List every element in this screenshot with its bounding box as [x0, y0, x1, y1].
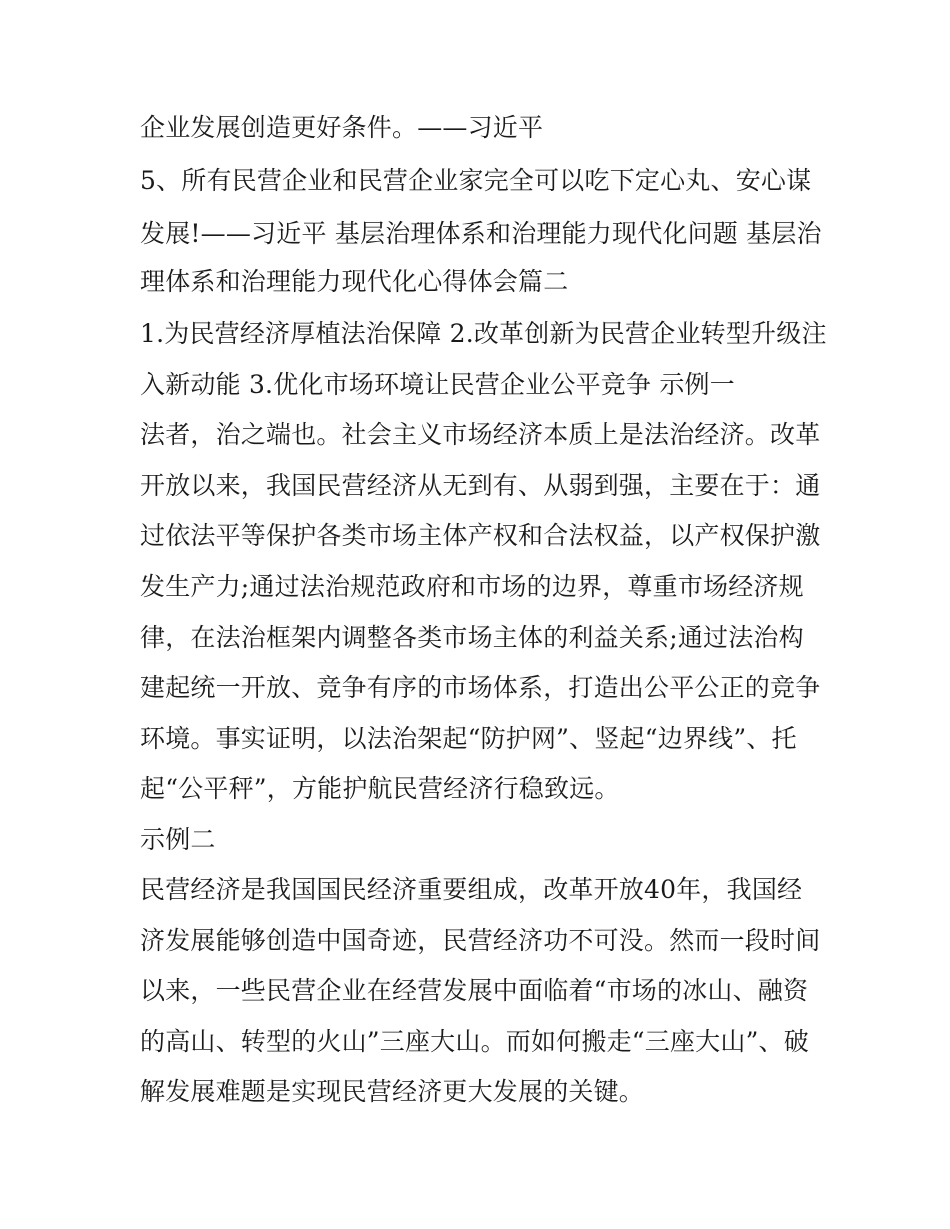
text-line-17: 济发展能够创造中国奇迹，民营经济功不可没。然而一段时间 — [140, 926, 821, 955]
text-line-18: 以来，一些民营企业在经营发展中面临着“市场的冰山、融资 — [140, 976, 809, 1005]
text-line-5: 1.为民营经济厚植法治保障 2.改革创新为民营企业转型升级注 — [140, 319, 827, 348]
text-line-12: 建起统一开放、竞争有序的市场体系，打造出公平公正的竞争 — [140, 673, 821, 702]
text-line-2: 5、所有民营企业和民营企业家完全可以吃下定心丸、安心谋 — [140, 166, 812, 195]
text-line-3: 发展!——习近平 基层治理体系和治理能力现代化问题 基层治 — [140, 219, 822, 248]
text-line-16: 民营经济是我国国民经济重要组成，改革开放40年，我国经 — [140, 875, 803, 904]
text-line-13: 环境。事实证明，以法治架起“防护网”、竖起“边界线”、托 — [140, 724, 797, 753]
text-line-6: 入新动能 3.优化市场环境让民营企业公平竞争 示例一 — [140, 370, 735, 399]
text-line-4: 理体系和治理能力现代化心得体会篇二 — [140, 267, 569, 296]
section-heading-example-two: 示例二 — [140, 825, 216, 854]
text-line-20: 解发展难题是实现民营经济更大发展的关键。 — [140, 1077, 645, 1106]
text-line-10: 发生产力;通过法治规范政府和市场的边界，尊重市场经济规 — [140, 572, 804, 601]
text-line-7: 法者，治之端也。社会主义市场经济本质上是法治经济。改革 — [140, 420, 821, 449]
text-line-8: 开放以来，我国民营经济从无到有、从弱到强，主要在于：通 — [140, 471, 821, 500]
text-line-11: 律，在法治框架内调整各类市场主体的利益关系;通过法治构 — [140, 623, 804, 652]
text-line-1: 企业发展创造更好条件。——习近平 — [140, 113, 544, 142]
text-line-9: 过依法平等保护各类市场主体产权和合法权益，以产权保护激 — [140, 521, 821, 550]
text-line-19: 的高山、转型的火山”三座大山。而如何搬走“三座大山”、破 — [140, 1027, 809, 1056]
text-line-14: 起“公平秤”，方能护航民营经济行稳致远。 — [140, 774, 620, 803]
